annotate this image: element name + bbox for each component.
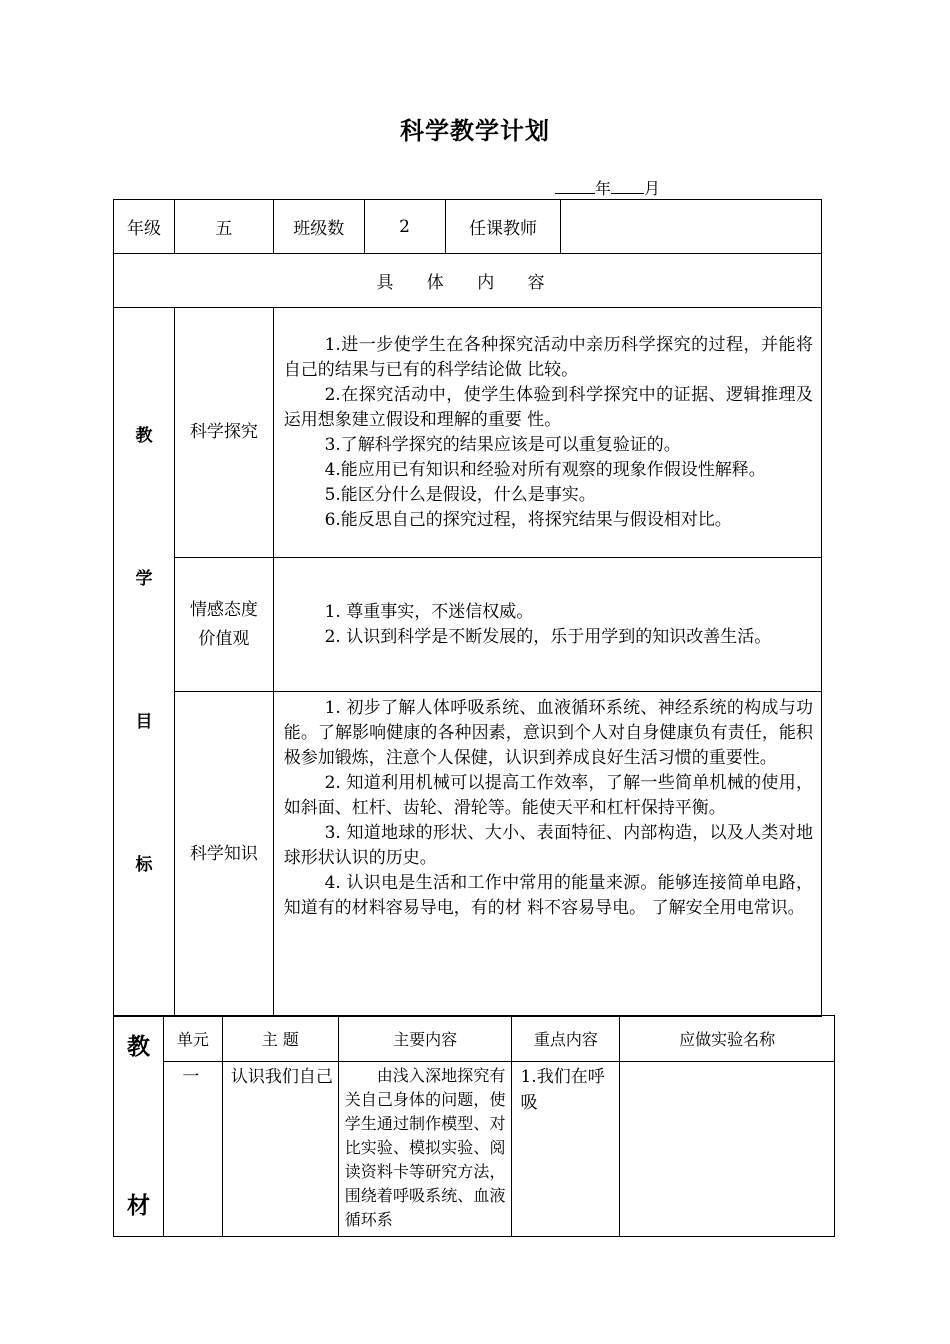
materials-char-2: 材: [126, 1192, 150, 1219]
goal-row-knowledge: [114, 692, 822, 1017]
attitude-item: 2. 认识到科学是不断发展的，乐于用学到的知识改善生活。: [324, 626, 772, 647]
key-content-cell: 1.我们在呼吸: [512, 1062, 620, 1237]
inquiry-item: 3.了解科学探究的结果应该是可以重复验证的。: [324, 434, 681, 455]
goal-row-inquiry: [114, 308, 822, 558]
month-blank[interactable]: [611, 179, 644, 194]
materials-side-label: [114, 1016, 164, 1237]
inquiry-item: 5.能区分什么是假设，什么是事实。: [324, 484, 596, 505]
knowledge-item: 1. 初步了解人体呼吸系统、血液循环系统、神经系统的构成与功能。了解影响健康的各种因素，意识到个人对自身健康负有责任，能积极参加锻炼，注意个人保健，认识到养成良好生活习惯的重要性。: [283, 698, 813, 768]
knowledge-item: 2. 知道利用机械可以提高工作效率，了解一些简单机械的使用，如斜面、杠杆、齿轮、滑轮等。能使天平和杠杆保持平衡。: [283, 773, 813, 818]
grade-value: 五: [174, 200, 273, 254]
col-unit-header: 单元: [163, 1016, 222, 1062]
section-attitude-content: [273, 558, 821, 692]
goal-row-attitude: [114, 558, 822, 692]
section-knowledge-label: 科学知识: [174, 692, 273, 1017]
section-inquiry-content: [273, 308, 821, 558]
col-experiment-header: 应做实验名称: [620, 1016, 835, 1062]
section-attitude-label: [174, 558, 273, 692]
class-count-label: 班级数: [273, 200, 364, 254]
teacher-value[interactable]: [561, 200, 822, 254]
topic-cell: 认识我们自己: [222, 1062, 338, 1237]
goal-char-1: 教: [135, 426, 153, 446]
class-count-value: 2: [364, 200, 445, 254]
section-inquiry-label: 科学探究: [174, 308, 273, 558]
materials-header-row: [114, 1016, 835, 1062]
grade-label: 年级: [114, 200, 175, 254]
year-blank[interactable]: [555, 179, 595, 194]
attitude-label-line2: 价值观: [198, 628, 250, 649]
knowledge-item: 3. 知道地球的形状、大小、表面特征、内部构造，以及人类对地球形状认识的历史。: [283, 823, 813, 868]
unit-cell: 一: [163, 1062, 222, 1237]
inquiry-item: 6.能反思自己的探究过程，将探究结果与假设相对比。: [324, 509, 732, 530]
materials-char-1: 教: [126, 1033, 150, 1060]
section-knowledge-content: [273, 692, 821, 1017]
goal-char-2: 学: [135, 569, 153, 589]
teaching-goals-label: [114, 308, 175, 1017]
year-label: 年: [595, 179, 612, 198]
table-row: [114, 1062, 835, 1237]
inquiry-item: 4.能应用已有知识和经验对所有观察的现象作假设性解释。: [324, 459, 766, 480]
attitude-label-line1: 情感态度: [189, 599, 258, 620]
materials-table: [113, 1015, 835, 1237]
content-heading: 具 体 内 容: [114, 254, 822, 308]
experiment-cell: [620, 1062, 835, 1237]
month-label: 月: [644, 179, 661, 198]
col-key-header: 重点内容: [512, 1016, 620, 1062]
page-title: 科学教学计划: [400, 116, 550, 145]
date-line: [555, 176, 660, 199]
knowledge-item: 4. 认识电是生活和工作中常用的能量来源。能够连接简单电路，知道有的材料容易导电，有的材 料不容易导电。 了解安全用电常识。: [283, 873, 813, 918]
goal-char-4: 标: [135, 855, 153, 875]
goal-char-3: 目: [135, 712, 153, 732]
col-topic-header: 主 题: [222, 1016, 338, 1062]
attitude-item: 1. 尊重事实，不迷信权威。: [324, 601, 534, 622]
main-content-cell: 由浅入深地探究有关自己身体的问题，使学生通过制作模型、对比实验、模拟实验、阅读资料卡等研究方法，围绕着呼吸系统、血液循环系: [338, 1062, 512, 1237]
plan-table: [113, 199, 822, 1017]
teacher-label: 任课教师: [445, 200, 561, 254]
inquiry-item: 2.在探究活动中，使学生体验到科学探究中的证据、逻辑推理及运用想象建立假设和理解的重要 性。: [283, 384, 813, 430]
header-row: [114, 200, 822, 254]
col-main-header: 主要内容: [338, 1016, 512, 1062]
inquiry-item: 1.进一步使学生在各种探究活动中亲历科学探究的过程，并能将自己的结果与已有的科学结论做 比较。: [283, 334, 813, 380]
